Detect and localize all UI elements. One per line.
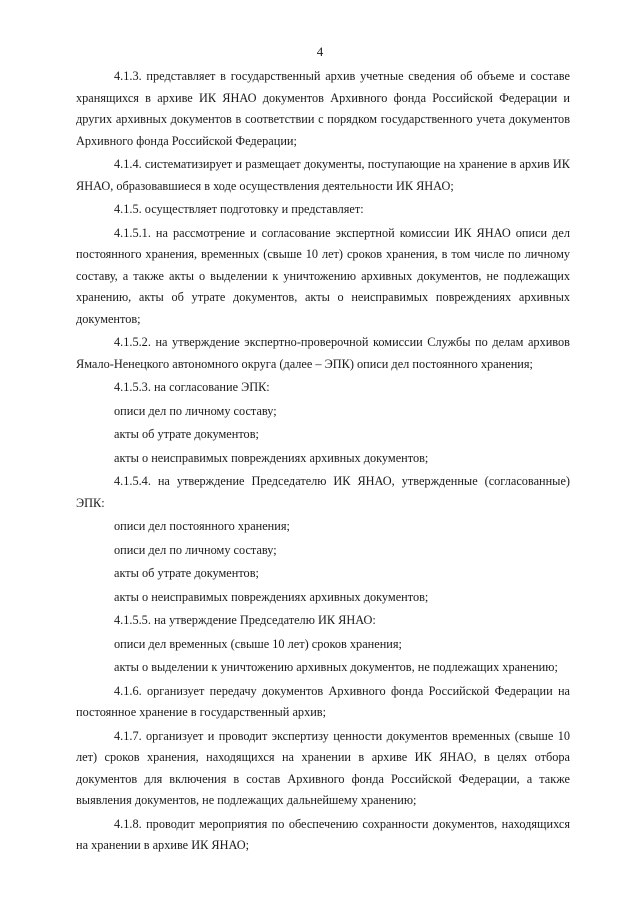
list-item: описи дел по личному составу;: [114, 403, 277, 418]
list-item: описи дел временных (свыше 10 лет) сроков хранения;: [114, 636, 402, 651]
list-item: описи дел постоянного хранения;: [114, 519, 290, 533]
paragraph-4-1-6: 4.1.6. организует передачу документов Архивного фонда Российской Федерации на постоянное хранение в государственный архив;: [76, 683, 570, 719]
paragraph-4-1-3: 4.1.3. представляет в государственный архив учетные сведения об объеме и составе хранящихся в архиве ИК ЯНАО документов Архивного фонда Российской Федерации и других архивных документов в соответствии с порядком государственного учета документов Архивного фонда Российской Федерации;: [76, 69, 570, 148]
paragraph-4-1-5-5: 4.1.5.5. на утверждение Председателю ИК ЯНАО:: [114, 613, 376, 627]
document-body: [76, 66, 570, 857]
paragraph-4-1-5-2: 4.1.5.2. на утверждение экспертно-проверочной комиссии Службы по делам архивов Ямало-Ненецкого автономного округа (далее – ЭПК) описи дел постоянного хранения;: [76, 335, 570, 371]
paragraph-4-1-5: 4.1.5. осуществляет подготовку и представляет:: [114, 202, 364, 216]
paragraph-4-1-5-1: 4.1.5.1. на рассмотрение и согласование экспертной комиссии ИК ЯНАО описи дел постоянного хранения, временных (свыше 10 лет) сроков хранения, в том числе по личному составу, а также акты о выделении к уничтожению архивных документов, не подлежащих хранению, акты об утрате документов, акты о неисправимых повреждениях архивных документов;: [76, 225, 570, 326]
list-item: акты об утрате документов;: [114, 427, 259, 441]
list-item: акты об утрате документов;: [114, 566, 259, 580]
list-item: описи дел по личному составу;: [114, 542, 277, 557]
list-item: акты о неисправимых повреждениях архивных документов;: [114, 589, 429, 604]
paragraph-4-1-5-3: 4.1.5.3. на согласование ЭПК:: [114, 380, 270, 394]
paragraph-4-1-8: 4.1.8. проводит мероприятия по обеспечению сохранности документов, находящихся на хранении в архиве ИК ЯНАО;: [76, 816, 570, 852]
paragraph-4-1-5-4: 4.1.5.4. на утверждение Председателю ИК ЯНАО, утвержденные (согласованные) ЭПК:: [76, 474, 570, 510]
page-number: 4: [316, 44, 324, 59]
list-item: акты о выделении к уничтожению архивных документов, не подлежащих хранению;: [114, 660, 558, 674]
paragraph-4-1-7: 4.1.7. организует и проводит экспертизу ценности документов временных (свыше 10 лет) сроков хранения, находящихся на хранении в архиве ИК ЯНАО, в целях отбора документов для включения в состав Архивного фонда Российской Федерации, а также выявления документов, не подлежащих дальнейшему хранению;: [76, 728, 570, 807]
list-item: акты о неисправимых повреждениях архивных документов;: [114, 450, 429, 465]
paragraph-4-1-4: 4.1.4. систематизирует и размещает документы, поступающие на хранение в архив ИК ЯНАО, образовавшиеся в ходе осуществления деятельности ИК ЯНАО;: [76, 157, 570, 193]
